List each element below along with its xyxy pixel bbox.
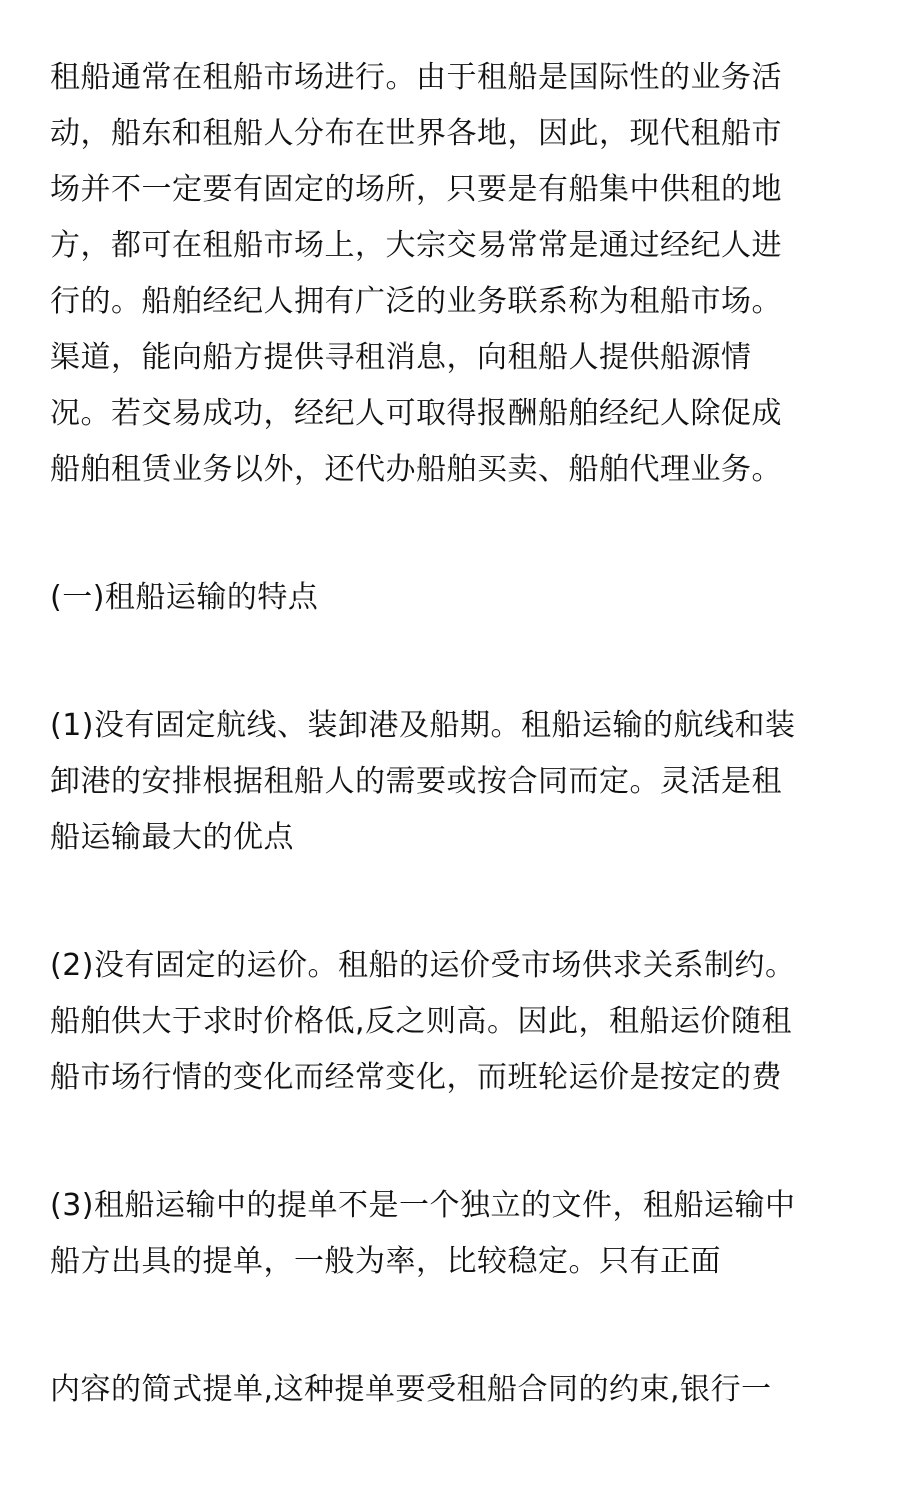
body-text-line: 船舶租赁业务以外，还代办船舶买卖、船舶代理业务。 (50, 452, 782, 487)
point-1-line: 卸港的安排根据租船人的需要或按合同而定。灵活是租 (50, 764, 782, 799)
point-2-line: 船舶供大于求时价格低,反之则高。因此，租船运价随租 (50, 1004, 793, 1039)
point-2-line: (2)没有固定的运价。租船的运价受市场供求关系制约。 (50, 948, 796, 983)
point-3-line: 船方出具的提单，一般为率，比较稳定。只有正面 (50, 1244, 721, 1279)
body-text-line: 方，都可在租船市场上，大宗交易常常是通过经纪人进 (50, 228, 782, 263)
section-heading: (一)租船运输的特点 (50, 580, 319, 615)
point-1-line: (1)没有固定航线、装卸港及船期。租船运输的航线和装 (50, 708, 796, 743)
body-text-line: 场并不一定要有固定的场所，只要是有船集中供租的地 (50, 172, 782, 207)
body-text-line: 渠道，能向船方提供寻租消息，向租船人提供船源情 (50, 340, 752, 375)
body-text-line: 动，船东和租船人分布在世界各地，因此，现代租船市 (50, 116, 782, 151)
body-text-line: 行的。船舶经纪人拥有广泛的业务联系称为租船市场。 (50, 284, 782, 319)
body-text-line: 况。若交易成功，经纪人可取得报酬船舶经纪人除促成 (50, 396, 782, 431)
body-text-line: 内容的简式提单,这种提单要受租船合同的约束,银行一 (50, 1372, 772, 1407)
body-text-line: 租船通常在租船市场进行。由于租船是国际性的业务活 (50, 60, 782, 95)
point-3-line: (3)租船运输中的提单不是一个独立的文件，租船运输中 (50, 1188, 796, 1223)
point-1-line: 船运输最大的优点 (50, 820, 294, 855)
point-2-line: 船市场行情的变化而经常变化，而班轮运价是按定的费 (50, 1060, 782, 1095)
